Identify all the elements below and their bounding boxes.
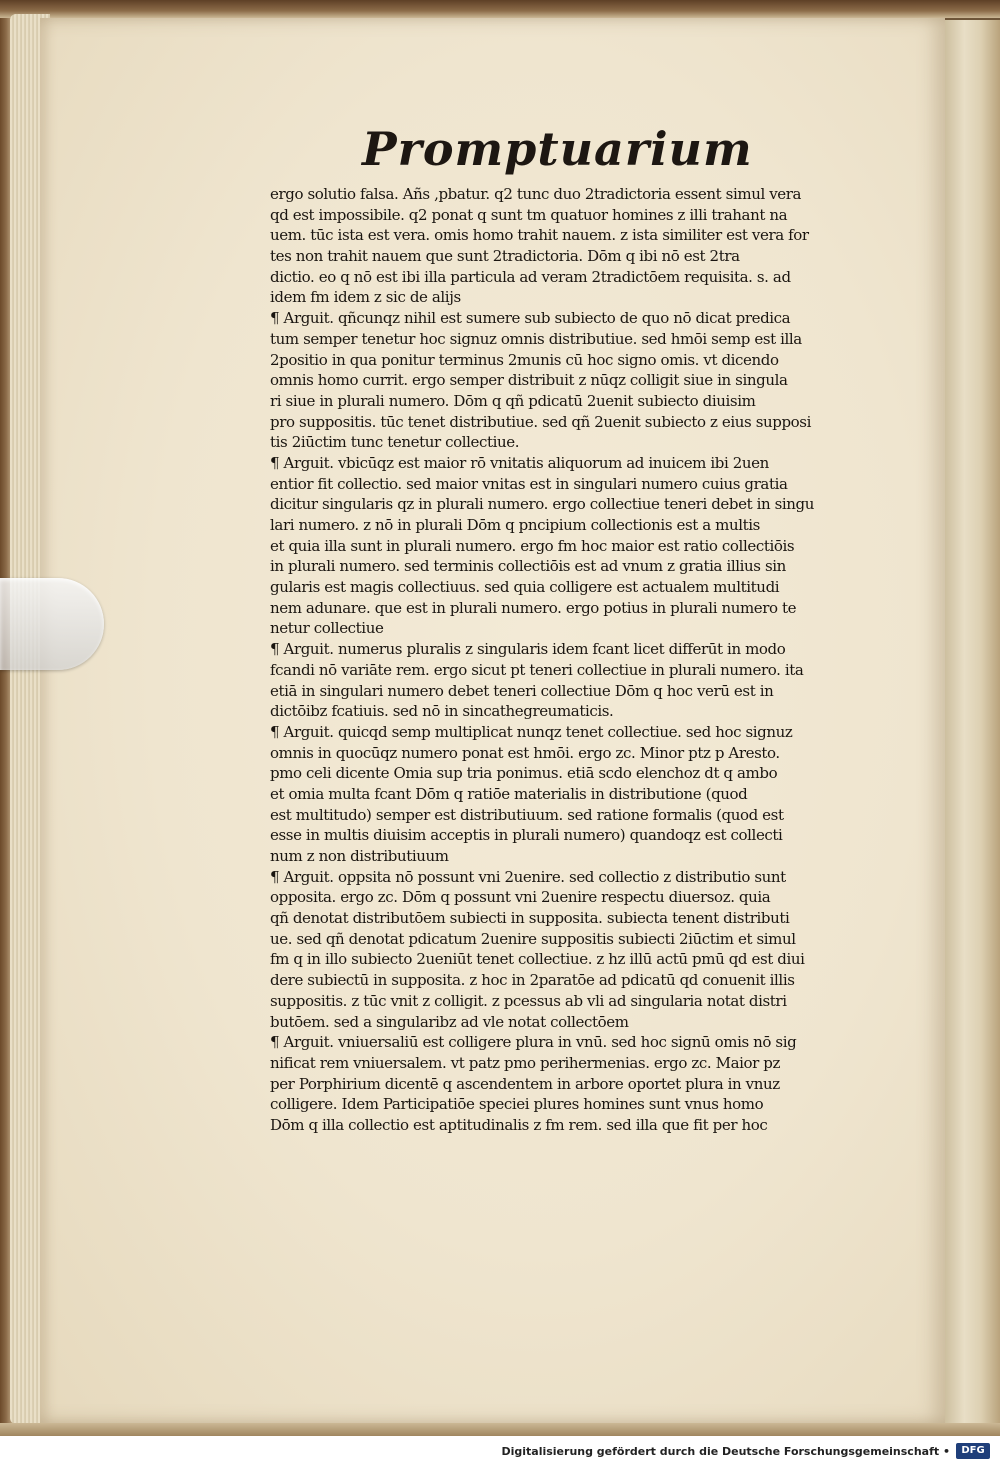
text-line: esse in multis diuisim acceptis in plurali numero) quandoqz est collecti [270,826,783,845]
text-line: opposita. ergo zc. Dōm q possunt vni 2uenire respectu diuersoz. quia [270,888,771,907]
footer [0,1436,1000,1468]
text-line: pmo celi dicente Omia sup tria ponimus. etiā scdo elenchoz dt q ambo [270,764,778,783]
text-line: nificat rem vniuersalem. vt patz pmo perihermenias. ergo zc. Maior pz [270,1053,780,1072]
text-line: ri siue in plurali numero. Dōm q qñ pdicatū 2uenit subiecto diuisim [270,391,756,410]
text-line: suppositis. z tūc vnit z colligit. z pcessus ab vli ad singularia notat distri [270,991,787,1010]
text-line: omnis homo currit. ergo semper distribuit z nūqz colligit siue in singula [270,371,788,390]
text-line: est multitudo) semper est distributiuum. sed ratione formalis (quod est [270,805,784,824]
text-line: et omia multa fcant Dōm q ratiōe materialis in distributione (quod [270,784,748,803]
text-line: dicitur singularis qz in plurali numero. ergo collectiue teneri debet in singu [270,495,815,514]
book-right-edge [945,20,1000,1430]
text-line: et quia illa sunt in plurali numero. ergo fm hoc maior est ratio collectiōis [270,536,795,555]
text-line: ¶ Arguit. oppsita nō possunt vni 2uenire. sed collectio z distributio sunt [270,867,786,886]
text-line: nem adunare. que est in plurali numero. ergo potius in plurali numero te [270,598,797,617]
text-line: num z non distributiuum [270,847,449,865]
text-line: ¶ Arguit. vbicūqz est maior rō vnitatis aliquorum ad inuicem ibi 2uen [270,453,769,472]
text-line: qd est impossibile. q2 ponat q sunt tm quatuor homines z illi trahant na [270,205,788,224]
text-line: tum semper tenetur hoc signuz omnis distributiue. sed hmōi semp est illa [270,329,802,348]
book-top-edge [0,0,1000,18]
text-line: fcandi nō variāte rem. ergo sicut pt teneri collectiue in plurali numero. ita [270,660,804,679]
text-line: Dōm q illa collectio est aptitudinalis z fm rem. sed illa que fit per hoc [270,1115,768,1134]
text-line: dictōibz fcatiuis. sed nō in sincathegreumaticis. [270,702,614,721]
book-bottom-edge [0,1423,1000,1436]
text-line: omnis in quocūqz numero ponat est hmōi. ergo zc. Minor ptz p Aresto. [270,743,780,762]
page-clip [0,578,104,670]
text-line: netur collectiue [270,619,384,638]
text-line: in plurali numero. sed terminis collectiōis est ad vnum z gratia illius sin [270,557,786,576]
text-line: lari numero. z nō in plurali Dōm q pncipium collectionis est a multis [270,516,760,534]
text-line: pro suppositis. tūc tenet distributiue. sed qñ 2uenit subiecto z eius supposi [270,412,812,431]
funding-credit: Digitalisierung gefördert durch die Deutsche Forschungsgemeinschaft • [501,1445,950,1458]
text-line: entior fit collectio. sed maior vnitas est in singulari numero cuius gratia [270,474,788,493]
text-line: dere subiectū in supposita. z hoc in 2paratōe ad pdicatū qd conuenit illis [270,971,795,990]
text-line: ¶ Arguit. vniuersaliū est colligere plura in vnū. sed hoc signū omis nō sig [270,1033,797,1052]
text-line: tes non trahit nauem que sunt 2tradictoria. Dōm q ibi nō est 2tra [270,247,740,266]
text-line: ¶ Arguit. numerus pluralis z singularis idem fcant licet differūt in modo [270,640,786,659]
text-line: etiā in singulari numero debet teneri collectiue Dōm q hoc verū est in [270,681,774,700]
text-line: ue. sed qñ denotat pdicatum 2uenire suppositis subiecti 2iūctim et simul [270,929,796,948]
text-block [270,184,870,1136]
text-line: dictio. eo q nō est ibi illa particula ad veram 2tradictōem requisita. s. ad [270,267,791,286]
text-line: colligere. Idem Participatiōe speciei plures homines sunt vnus homo [270,1095,764,1114]
text-line: qñ denotat distributōem subiecti in supposita. subiecta tenent distributi [270,909,790,928]
text-line: gularis est magis collectiuus. sed quia colligere est actualem multitudi [270,578,780,597]
running-head: Promptuarium [362,122,753,176]
text-line: per Porphirium dicentē q ascendentem in arbore oportet plura in vnuz [270,1074,780,1093]
dfg-logo: DFG [956,1443,990,1459]
text-line: ¶ Arguit. qñcunqz nihil est sumere sub subiecto de quo nō dicat predica [270,309,791,328]
text-line: 2positio in qua ponitur terminus 2munis cū hoc signo omis. vt dicendo [270,350,779,369]
text-line: tis 2iūctim tunc tenetur collectiue. [270,433,520,452]
text-line: ¶ Arguit. quicqd semp multiplicat nunqz tenet collectiue. sed hoc signuz [270,722,793,741]
text-line: butōem. sed a singularibz ad vle notat collectōem [270,1012,629,1031]
text-line: fm q in illo subiecto 2ueniūt tenet collectiue. z hz illū actū pmū qd est diui [270,950,805,969]
text-line: ergo solutio falsa. Añs ,pbatur. q2 tunc duo 2tradictoria essent simul vera [270,185,802,203]
text-line: idem fm idem z sic de alijs [270,288,461,307]
text-line: uem. tūc ista est vera. omis homo trahit nauem. z ista similiter est vera for [270,226,809,245]
